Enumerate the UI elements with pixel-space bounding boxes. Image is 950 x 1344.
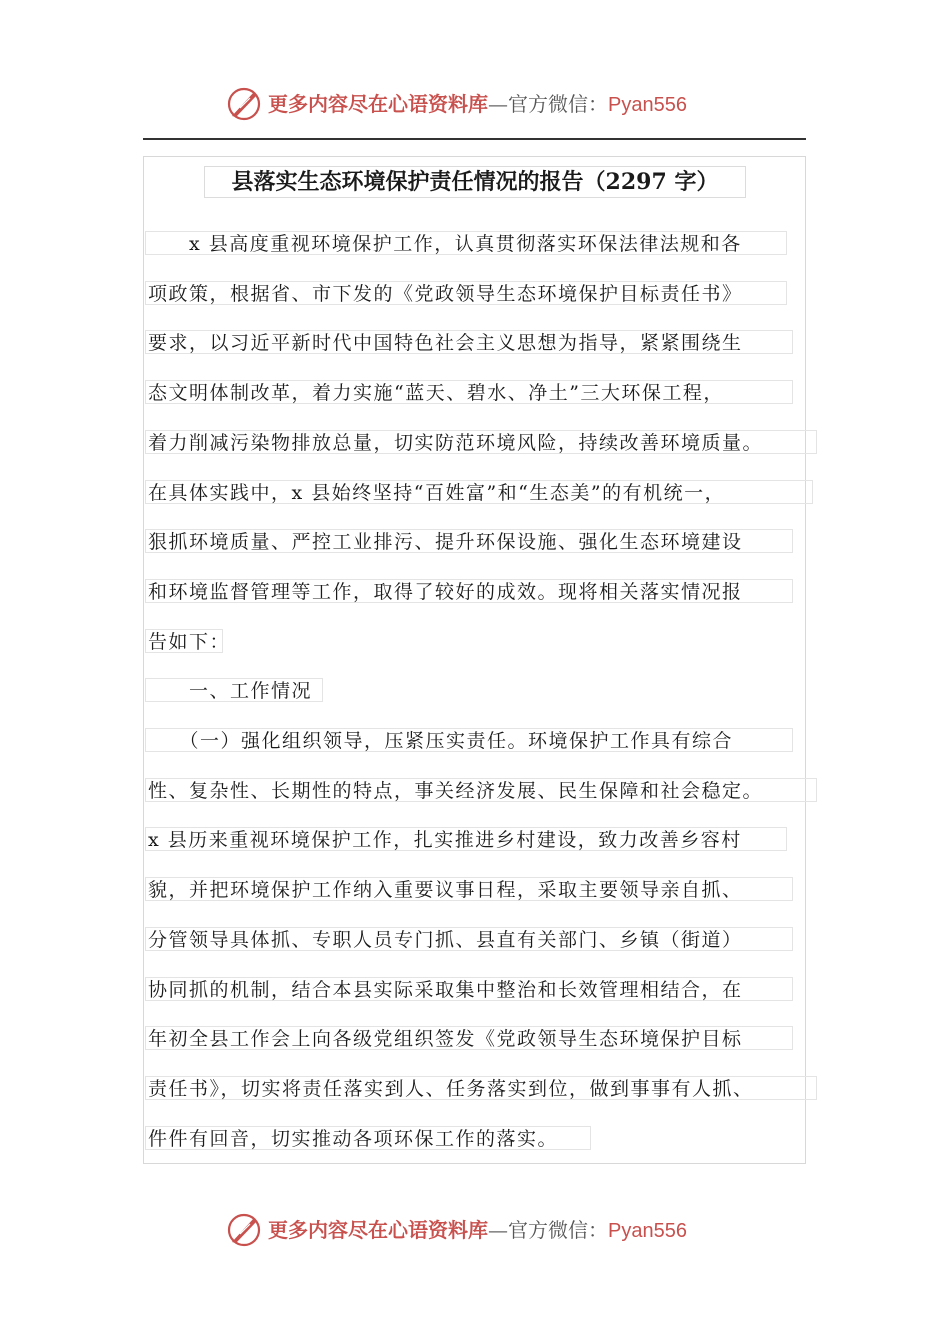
header-rule — [143, 138, 806, 140]
body-line: 年初全县工作会上向各级党组织签发《党政领导生态环境保护目标 — [145, 1026, 793, 1050]
body-line: 着力削减污染物排放总量，切实防范环境风险，持续改善环境质量。 — [145, 430, 817, 454]
document-title: 县落实生态环境保护责任情况的报告（2297 字） — [204, 166, 746, 198]
body-line: 责任书》，切实将责任落实到人、任务落实到位，做到事事有人抓、 — [145, 1076, 817, 1100]
body-line: 态文明体制改革，着力实施“蓝天、碧水、净土”三大环保工程， — [145, 380, 793, 404]
banner-label: 官方微信： — [508, 92, 608, 116]
body-line: （一）强化组织领导，压紧压实责任。环境保护工作具有综合 — [145, 728, 793, 752]
banner-brand: 更多内容尽在心语资料库 — [268, 92, 488, 116]
banner-wechat-id: Pyan556 — [608, 94, 687, 116]
body-line: 协同抓的机制，结合本县实际采取集中整治和长效管理相结合，在 — [145, 977, 793, 1001]
body-line: x 县高度重视环境保护工作，认真贯彻落实环保法律法规和各 — [145, 231, 787, 255]
quill-logo-icon — [226, 1212, 262, 1248]
banner-brand: 更多内容尽在心语资料库 — [268, 1218, 488, 1242]
banner-label: 官方微信： — [508, 1218, 608, 1242]
body-line: 分管领导具体抓、专职人员专门抓、县直有关部门、乡镇（街道） — [145, 927, 793, 951]
body-line: 在具体实践中，x 县始终坚持“百姓富”和“生态美”的有机统一， — [145, 480, 813, 504]
body-line: 一、工作情况 — [145, 678, 323, 702]
banner-wechat-id: Pyan556 — [608, 1220, 687, 1242]
body-line: 狠抓环境质量、严控工业排污、提升环保设施、强化生态环境建设 — [145, 529, 793, 553]
footer-banner — [0, 1210, 950, 1250]
banner-text — [268, 90, 687, 119]
body-line: 项政策，根据省、市下发的《党政领导生态环境保护目标责任书》 — [145, 281, 787, 305]
banner-text — [268, 1216, 687, 1245]
body-line: 貌，并把环境保护工作纳入重要议事日程，采取主要领导亲自抓、 — [145, 877, 793, 901]
body-line: x 县历来重视环境保护工作，扎实推进乡村建设，致力改善乡容村 — [145, 827, 787, 851]
quill-logo-icon — [226, 86, 262, 122]
banner-dash: — — [488, 92, 508, 116]
document-frame — [143, 156, 806, 1164]
body-line: 告如下： — [145, 629, 223, 653]
body-line: 性、复杂性、长期性的特点，事关经济发展、民生保障和社会稳定。 — [145, 778, 817, 802]
body-line: 和环境监督管理等工作，取得了较好的成效。现将相关落实情况报 — [145, 579, 793, 603]
header-banner — [0, 84, 950, 124]
body-line: 要求，以习近平新时代中国特色社会主义思想为指导，紧紧围绕生 — [145, 330, 793, 354]
banner-dash: — — [488, 1218, 508, 1242]
body-line: 件件有回音，切实推动各项环保工作的落实。 — [145, 1126, 591, 1150]
